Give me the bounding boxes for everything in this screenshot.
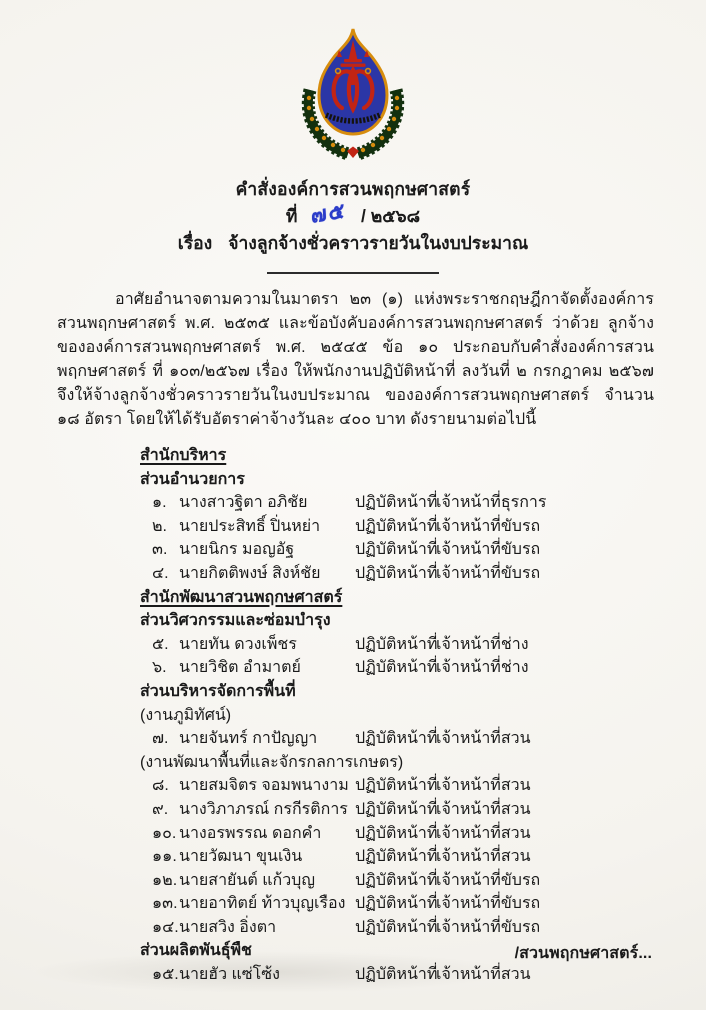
bureau-header-label: สำนักพัฒนาสวนพฤกษศาสตร์ — [140, 588, 343, 606]
duty-label: ปฏิบัติหน้าที่ — [355, 730, 438, 748]
division-header — [140, 680, 666, 704]
subject-line — [0, 230, 706, 256]
row-number: ๔. — [152, 564, 169, 582]
staff-row — [152, 822, 666, 846]
position-title: เจ้าหน้าที่ขับรถ — [436, 895, 541, 913]
subject-label: เรื่อง — [177, 233, 213, 253]
position-title: เจ้าหน้าที่ขับรถ — [436, 871, 541, 889]
order-number-line — [0, 199, 706, 229]
botanical-garden-emblem-icon — [289, 26, 417, 166]
row-number: ๑๑. — [152, 848, 177, 866]
duty-label: ปฏิบัติหน้าที่ — [355, 966, 438, 984]
duty-label: ปฏิบัติหน้าที่ — [355, 895, 438, 913]
title-divider-line — [267, 272, 439, 274]
row-number: ๑๕. — [152, 966, 179, 984]
row-number: ๓. — [152, 541, 168, 559]
row-number: ๕. — [152, 635, 169, 653]
duty-label: ปฏิบัติหน้าที่ — [355, 659, 438, 677]
division-header-label: ส่วนอำนวยการ — [140, 470, 245, 488]
staff-name: นายนิกร มอญอัฐ — [179, 541, 295, 559]
emblem-container — [0, 0, 706, 166]
row-number: ๑๐. — [152, 824, 177, 842]
staff-row — [152, 515, 666, 539]
duty-label: ปฏิบัติหน้าที่ — [355, 564, 438, 582]
duty-label: ปฏิบัติหน้าที่ — [355, 517, 438, 535]
order-year: / ๒๕๖๘ — [361, 206, 421, 226]
division-header-label: ส่วนผลิตพันธุ์พืช — [140, 942, 252, 960]
duty-label: ปฏิบัติหน้าที่ — [355, 824, 438, 842]
row-number: ๗. — [152, 730, 169, 748]
position-title: เจ้าหน้าที่สวน — [436, 800, 531, 818]
position-title: เจ้าหน้าที่ขับรถ — [436, 564, 541, 582]
staff-name: นายอาทิตย์ ท้าวบุญเรือง — [179, 895, 346, 913]
position-title: เจ้าหน้าที่ช่าง — [436, 635, 529, 653]
duty-label: ปฏิบัติหน้าที่ — [355, 848, 438, 866]
row-number: ๑๒. — [152, 871, 178, 889]
row-number: ๑. — [152, 494, 167, 512]
staff-name: นายประสิทธิ์ ปิ่นหย่า — [179, 517, 321, 535]
work-group-label-text: (งานภูมิทัศน์) — [140, 706, 232, 724]
handwritten-order-number: ๗๕ — [310, 199, 348, 228]
row-number: ๑๔. — [152, 918, 179, 936]
staff-name: นายจันทร์ กาปัญญา — [179, 730, 318, 748]
staff-name: นายสายันต์ แก้วบุญ — [179, 871, 315, 889]
staff-row — [152, 656, 666, 680]
staff-name: นางวิภาภรณ์ กรกีรติการ — [179, 800, 348, 818]
staff-row — [152, 963, 666, 987]
position-title: เจ้าหน้าที่สวน — [436, 777, 531, 795]
row-number: ๘. — [152, 777, 169, 795]
staff-row — [152, 774, 666, 798]
work-group-label — [140, 704, 666, 728]
position-title: เจ้าหน้าที่สวน — [436, 848, 531, 866]
position-title: เจ้าหน้าที่สวน — [436, 966, 531, 984]
staff-row — [152, 538, 666, 562]
division-header-label: ส่วนวิศวกรรมและซ่อมบำรุง — [140, 612, 331, 630]
staff-name: นายสมจิตร จอมพนางาม — [179, 777, 349, 795]
title-block — [0, 176, 706, 274]
subject-text: จ้างลูกจ้างชั่วคราวรายวันในงบประมาณ — [228, 233, 529, 253]
staff-name: นายสวิง อิ่งตา — [179, 918, 277, 936]
staff-name: นางอรพรรณ ดอกคำ — [179, 824, 322, 842]
row-number: ๒. — [152, 517, 167, 535]
work-group-label-text: (งานพัฒนาพื้นที่และจักรกลการเกษตร) — [140, 753, 404, 771]
duty-label: ปฏิบัติหน้าที่ — [355, 800, 438, 818]
staff-row — [152, 845, 666, 869]
bureau-header-label: สำนักบริหาร — [140, 447, 227, 464]
staff-row — [152, 727, 666, 751]
position-title: เจ้าหน้าที่ขับรถ — [436, 517, 541, 535]
staff-row — [152, 869, 666, 893]
order-number-label: ที่ — [285, 206, 298, 226]
position-title: เจ้าหน้าที่ธุรการ — [436, 494, 547, 512]
duty-label: ปฏิบัติหน้าที่ — [355, 871, 438, 889]
staff-row — [152, 892, 666, 916]
duty-label: ปฏิบัติหน้าที่ — [355, 635, 438, 653]
position-title: เจ้าหน้าที่ขับรถ — [436, 918, 541, 936]
duty-label: ปฏิบัติหน้าที่ — [355, 494, 438, 512]
staff-row — [152, 798, 666, 822]
bureau-header — [140, 444, 666, 468]
duty-label: ปฏิบัติหน้าที่ — [355, 918, 438, 936]
staff-row — [152, 916, 666, 940]
row-number: ๑๓. — [152, 895, 178, 913]
staff-list — [140, 444, 666, 987]
document-title: คำสั่งองค์การสวนพฤกษศาสตร์ — [235, 179, 471, 199]
row-number: ๖. — [152, 659, 167, 677]
position-title: เจ้าหน้าที่ช่าง — [436, 659, 529, 677]
staff-name: นายทัน ดวงเพ็ชร — [179, 635, 297, 653]
staff-row — [152, 562, 666, 586]
staff-name: นายวัฒนา ขุนเงิน — [179, 848, 303, 866]
division-header — [140, 609, 666, 633]
footer-page-reference: /สวนพฤกษศาสตร์... — [514, 945, 652, 962]
position-title: เจ้าหน้าที่สวน — [436, 730, 531, 748]
position-title: เจ้าหน้าที่สวน — [436, 824, 531, 842]
staff-row — [152, 633, 666, 657]
bureau-header — [140, 586, 666, 610]
preamble-paragraph: อาศัยอำนาจตามความในมาตรา ๒๓ (๑) แห่งพระราชกฤษฎีกาจัดตั้งองค์การสวนพฤกษศาสตร์ พ.ศ. ๒๕๓๕ และข้อบังคับองค์การสวนพฤกษศาสตร์ ว่าด้วย ลูกจ้างขององค์การสวนพฤกษศาสตร์ พ.ศ. ๒๕๔๕ ข้อ ๑๐ ประกอบกับคำสั่งองค์การสวนพฤกษศาสตร์ ที่ ๑๐๓/๒๕๖๗ เรื่อง ให้พนักงานปฏิบัติหน้าที่ ลงวันที่ ๒ กรกฎาคม ๒๕๖๗ จึงให้จ้างลูกจ้างชั่วคราวรายวันในงบประมาณ ขององค์การสวนพฤกษศาสตร์ จำนวน ๑๘ อัตรา โดยให้ได้รับอัตราค่าจ้างวันละ ๔๐๐ บาท ดังรายนามต่อไปนี้ — [57, 291, 654, 428]
row-number: ๙. — [152, 800, 169, 818]
staff-row — [152, 491, 666, 515]
division-header-label: ส่วนบริหารจัดการพื้นที่ — [140, 682, 296, 700]
position-title: เจ้าหน้าที่ขับรถ — [436, 541, 541, 559]
staff-name: นายกิตติพงษ์ สิงห์ชัย — [179, 564, 321, 582]
work-group-label — [140, 751, 666, 775]
duty-label: ปฏิบัติหน้าที่ — [355, 777, 438, 795]
staff-name: นายวิชิต อำมาตย์ — [179, 659, 301, 677]
duty-label: ปฏิบัติหน้าที่ — [355, 541, 438, 559]
staff-name: นางสาวฐิตา อภิชัย — [179, 494, 308, 512]
division-header — [140, 468, 666, 492]
staff-name: นายฮัว แซ่โซ้ง — [179, 966, 280, 984]
